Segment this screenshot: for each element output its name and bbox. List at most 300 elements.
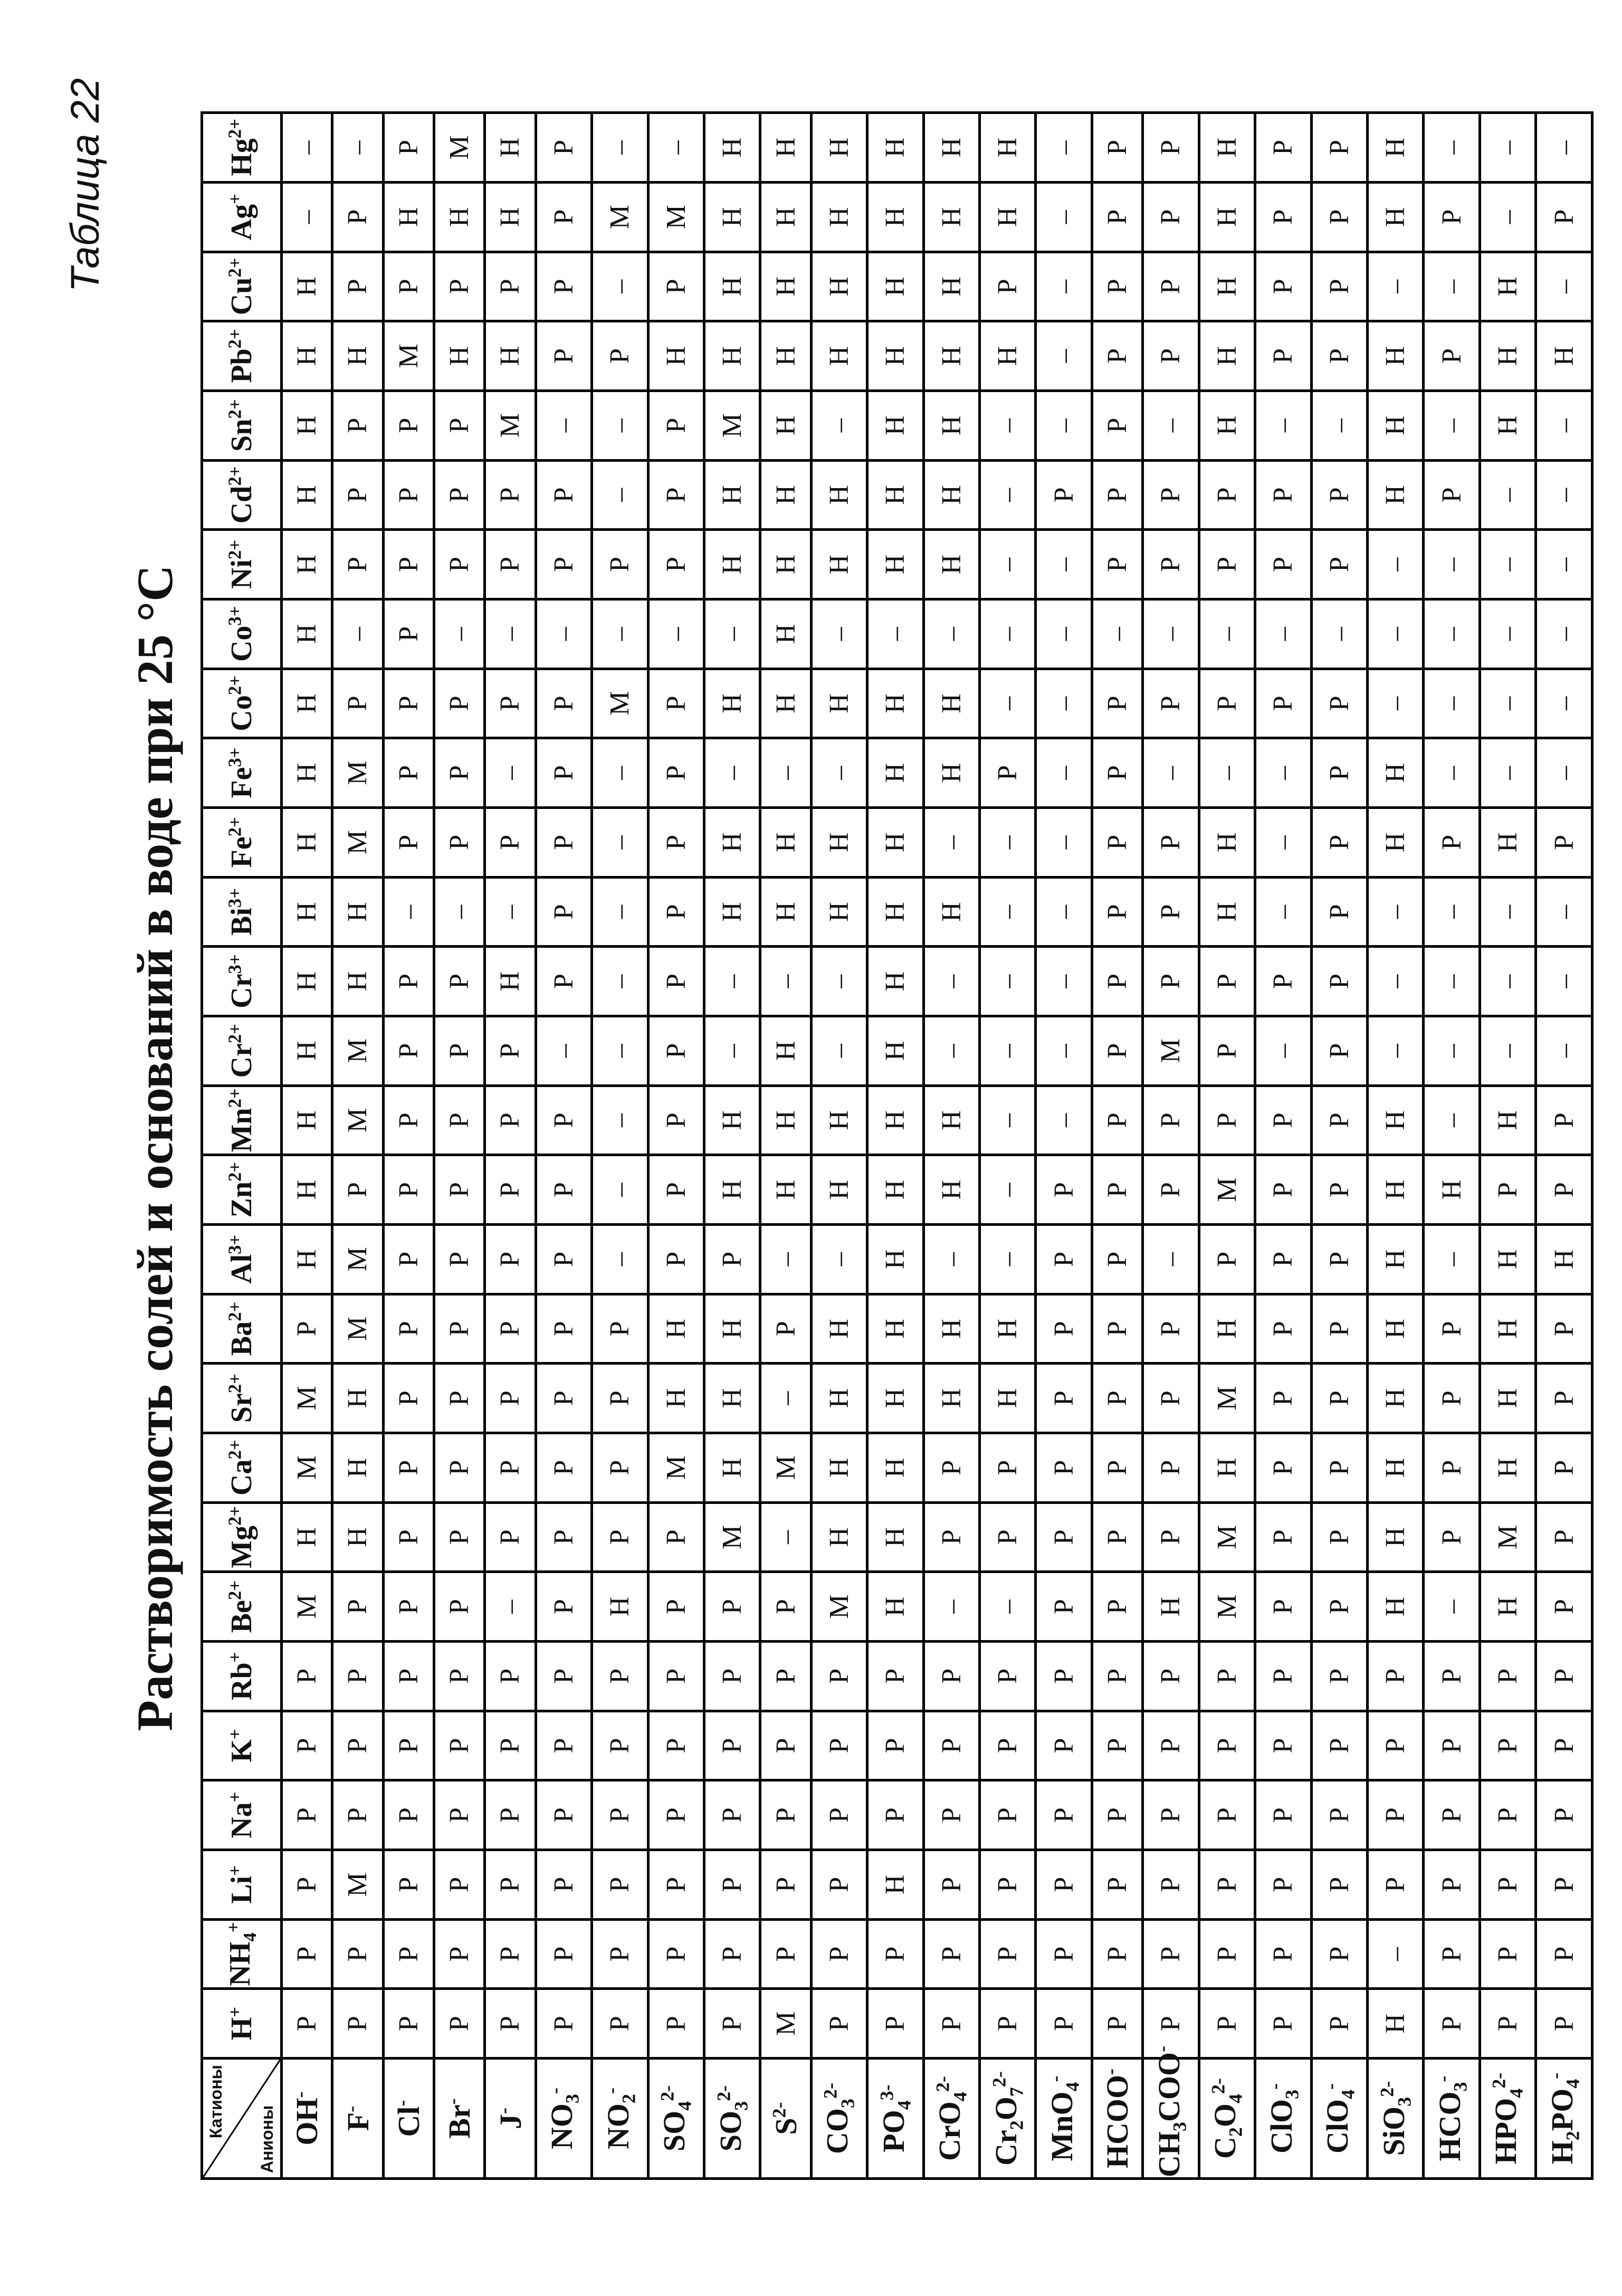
solubility-cell: Р [1480,1850,1535,1919]
solubility-cell: М [332,807,383,877]
solubility-cell: Р [1143,1294,1199,1364]
solubility-cell: Н [811,252,867,321]
anion-header: $CH_3COO^-$ [1143,2059,1199,2179]
solubility-cell: Р [704,1711,760,1780]
solubility-cell: Н [867,530,923,599]
solubility-cell: – [980,1572,1036,1642]
solubility-cell: Р [1092,182,1142,252]
solubility-cell: Р [1311,1780,1367,1850]
solubility-cell: Р [704,1641,760,1711]
solubility-cell: – [1036,738,1092,808]
solubility-cell: Р [1367,1711,1423,1780]
solubility-cell: Н [980,1364,1036,1433]
cations-label: Катионы [206,2065,225,2139]
solubility-cell: Н [760,530,811,599]
anion-header: OH- [282,2059,332,2179]
solubility-cell: Р [923,1780,979,1850]
solubility-cell: Н [485,182,536,252]
solubility-cell: Н [282,1502,332,1572]
solubility-cell: Р [1092,1919,1142,1989]
solubility-cell: Р [1092,738,1142,808]
solubility-cell: Н [867,390,923,460]
solubility-cell: Н [332,947,383,1016]
cation-header-row [202,113,282,2179]
solubility-cell: – [704,599,760,669]
solubility-cell: Р [811,1989,867,2059]
solubility-cell: – [1036,390,1092,460]
solubility-cell: Р [485,1502,536,1572]
solubility-cell: Р [1255,1433,1311,1502]
solubility-cell: – [1536,460,1592,530]
solubility-cell: М [282,1433,332,1502]
solubility-cell: Н [282,947,332,1016]
solubility-cell: – [1480,113,1535,183]
solubility-cell: – [282,182,332,252]
solubility-cell: Р [1424,1641,1480,1711]
solubility-cell: Н [811,113,867,183]
solubility-cell: Н [923,1155,979,1225]
solubility-cell: – [332,599,383,669]
solubility-cell: Р [383,1294,434,1364]
solubility-cell: – [980,1224,1036,1294]
solubility-cell: Р [1255,530,1311,599]
solubility-cell: Н [867,321,923,391]
solubility-cell: Р [980,1989,1036,2059]
solubility-cell: Р [1143,113,1199,183]
solubility-cell: Р [1092,1502,1142,1572]
solubility-cell: Р [648,1989,704,2059]
solubility-cell: – [1036,947,1092,1016]
solubility-cell: Н [704,877,760,947]
solubility-cell: – [592,807,648,877]
solubility-cell: – [592,1016,648,1085]
solubility-cell: Р [536,1294,591,1364]
solubility-cell: Р [1092,669,1142,738]
solubility-cell: Р [1143,252,1199,321]
solubility-cell: Р [383,1224,434,1294]
solubility-cell: Р [1036,460,1092,530]
table-row [282,113,332,2179]
solubility-cell: Р [434,1155,484,1225]
solubility-cell: Р [485,807,536,877]
solubility-cell: Н [383,182,434,252]
solubility-cell: М [592,182,648,252]
solubility-cell: Н [867,1433,923,1502]
solubility-cell: Р [592,1502,648,1572]
solubility-cell: Н [867,669,923,738]
solubility-cell: Р [1092,1572,1142,1642]
solubility-cell: – [1367,877,1423,947]
solubility-cell: Р [536,1572,591,1642]
solubility-cell: Р [1255,1711,1311,1780]
table-row [1255,113,1311,2179]
solubility-cell: Р [1311,1711,1367,1780]
table-row [434,113,484,2179]
solubility-cell: Р [1255,1364,1311,1433]
anion-header: ClO$_4$- [1311,2059,1367,2179]
solubility-cell: Р [1311,1433,1367,1502]
solubility-cell: Н [923,738,979,808]
solubility-cell: Р [1424,1919,1480,1989]
solubility-cell: – [592,1085,648,1155]
solubility-cell: Р [648,738,704,808]
solubility-cell: Н [867,877,923,947]
solubility-cell: Р [648,877,704,947]
solubility-cell: Н [704,182,760,252]
solubility-cell: Р [1311,1294,1367,1364]
solubility-cell: Н [1367,1085,1423,1155]
solubility-cell: Р [434,947,484,1016]
solubility-cell: Р [648,1224,704,1294]
solubility-cell: Р [332,182,383,252]
anion-header: HCOO- [1092,2059,1142,2179]
table-row [867,113,923,2179]
solubility-cell: Р [485,1850,536,1919]
table-row [704,113,760,2179]
solubility-cell: – [867,599,923,669]
table-row [536,113,591,2179]
solubility-cell: – [1536,669,1592,738]
solubility-cell: М [332,738,383,808]
solubility-cell: Н [282,738,332,808]
solubility-cell: Н [1536,321,1592,391]
solubility-cell: Р [1092,1711,1142,1780]
solubility-cell: – [1480,738,1535,808]
solubility-cell: Р [1480,1919,1535,1989]
solubility-cell: Н [1199,1433,1255,1502]
solubility-cell: Р [1036,1780,1092,1850]
solubility-cell: Р [434,1224,484,1294]
solubility-cell: Р [332,1641,383,1711]
solubility-cell: Р [536,252,591,321]
solubility-cell: – [980,1085,1036,1155]
solubility-cell: Р [1255,1294,1311,1364]
solubility-cell: Р [1199,1016,1255,1085]
solubility-cell: Р [1311,460,1367,530]
cation-header: H+ [202,1989,282,2059]
solubility-cell: – [536,599,591,669]
solubility-cell: Р [1536,1085,1592,1155]
solubility-cell: Н [923,182,979,252]
solubility-cell: Н [1367,1294,1423,1364]
solubility-cell: Н [648,1294,704,1364]
solubility-cell: Р [434,1016,484,1085]
cation-header: $Ni^{2+}$ [202,530,282,599]
solubility-cell: – [1367,669,1423,738]
solubility-cell: Р [1036,1919,1092,1989]
solubility-cell: Р [1036,1641,1092,1711]
solubility-cell: Р [536,1711,591,1780]
solubility-cell: – [485,877,536,947]
solubility-cell: Н [923,321,979,391]
solubility-cell: Н [704,530,760,599]
solubility-cell: Р [648,1850,704,1919]
solubility-cell: Р [592,1919,648,1989]
solubility-cell: Н [1367,1433,1423,1502]
solubility-cell: Н [811,321,867,391]
table-row [1424,113,1480,2179]
solubility-cell: – [648,113,704,183]
solubility-cell: Н [867,1502,923,1572]
solubility-cell: Н [1367,738,1423,808]
solubility-cell: – [704,738,760,808]
solubility-cell: Р [1311,669,1367,738]
solubility-cell: Р [1424,1780,1480,1850]
solubility-cell: М [1199,1502,1255,1572]
solubility-cell: М [282,1572,332,1642]
solubility-cell: Н [1367,1224,1423,1294]
solubility-cell: – [1424,738,1480,808]
solubility-cell: Н [1199,877,1255,947]
solubility-cell: Р [383,1780,434,1850]
solubility-cell: – [704,1016,760,1085]
solubility-cell: Р [383,1711,434,1780]
solubility-cell: Р [1092,1294,1142,1364]
solubility-cell: – [485,1572,536,1642]
solubility-cell: Р [282,1850,332,1919]
cation-header: $Al^{3+}$ [202,1224,282,1294]
solubility-cell: Н [485,321,536,391]
solubility-cell: Р [1255,1155,1311,1225]
anion-header: $PO_4^{3-}$ [867,2059,923,2179]
solubility-cell: Р [383,1085,434,1155]
solubility-cell: Р [1255,1502,1311,1572]
solubility-cell: Р [1092,807,1142,877]
solubility-cell: Р [1255,1850,1311,1919]
solubility-cell: Р [1143,1989,1199,2059]
solubility-cell: Р [1092,321,1142,391]
solubility-cell: Р [485,1016,536,1085]
solubility-cell: – [592,1155,648,1225]
solubility-cell: Н [923,390,979,460]
solubility-cell: Р [1036,1294,1092,1364]
solubility-cell: Р [1036,1433,1092,1502]
solubility-cell: Р [1092,1989,1142,2059]
solubility-cell: Н [760,599,811,669]
solubility-cell: Н [1480,1224,1535,1294]
solubility-cell: М [332,1294,383,1364]
solubility-cell: Р [434,669,484,738]
solubility-cell: Р [1255,252,1311,321]
solubility-cell: – [1424,1016,1480,1085]
solubility-cell: Р [1311,1016,1367,1085]
solubility-cell: – [1255,599,1311,669]
solubility-cell: Р [383,1572,434,1642]
solubility-cell: Н [282,1085,332,1155]
solubility-cell: Н [1367,460,1423,530]
solubility-cell: Р [923,1711,979,1780]
solubility-cell: Н [1367,182,1423,252]
solubility-cell: Р [1536,1155,1592,1225]
solubility-cell: Р [383,113,434,183]
solubility-cell: Р [1092,1224,1142,1294]
table-row [648,113,704,2179]
solubility-cell: – [332,113,383,183]
solubility-cell: Н [282,669,332,738]
anion-header: $C_2O_4^{2-}$ [1199,2059,1255,2179]
solubility-cell: – [1424,877,1480,947]
solubility-cell: Р [1311,321,1367,391]
solubility-cell: Р [1199,1989,1255,2059]
solubility-cell: Р [1424,1502,1480,1572]
solubility-cell: Н [980,113,1036,183]
solubility-cell: М [1199,1572,1255,1642]
solubility-cell: Р [536,1155,591,1225]
solubility-cell: Н [704,321,760,391]
table-row [383,113,434,2179]
solubility-cell: Р [1255,1572,1311,1642]
solubility-cell: Р [1143,1641,1199,1711]
solubility-cell: Р [434,1085,484,1155]
anion-header: J- [485,2059,536,2179]
solubility-cell: – [1036,321,1092,391]
solubility-cell: Р [760,1572,811,1642]
solubility-cell: Р [332,1780,383,1850]
solubility-cell: Р [332,390,383,460]
solubility-cell: Р [1199,669,1255,738]
solubility-cell: Р [1311,1572,1367,1642]
solubility-cell: – [383,877,434,947]
solubility-cell: Р [1199,1919,1255,1989]
solubility-cell: – [1311,599,1367,669]
solubility-cell: Р [980,1780,1036,1850]
solubility-cell: – [1255,390,1311,460]
solubility-cell: – [1367,252,1423,321]
solubility-cell: М [1199,1364,1255,1433]
solubility-cell: – [1255,738,1311,808]
solubility-cell: Н [332,1502,383,1572]
cation-header: $Co^{3+}$ [202,599,282,669]
solubility-cell: Р [536,1433,591,1502]
solubility-cell: Р [434,252,484,321]
solubility-cell: Р [434,1780,484,1850]
solubility-cell: Р [1367,1641,1423,1711]
solubility-cell: Н [760,321,811,391]
solubility-cell: Р [536,1085,591,1155]
solubility-cell: Р [1199,1711,1255,1780]
solubility-cell: Р [1311,113,1367,183]
solubility-cell: Н [760,877,811,947]
anion-header: Br- [434,2059,484,2179]
solubility-cell: Н [1199,113,1255,183]
solubility-cell: Н [1199,1294,1255,1364]
solubility-cell: Р [1143,1502,1199,1572]
solubility-cell: – [1036,113,1092,183]
solubility-cell: Н [485,113,536,183]
solubility-cell: Р [536,1989,591,2059]
solubility-cell: Р [648,1016,704,1085]
solubility-cell: Р [485,252,536,321]
solubility-cell: Р [332,1711,383,1780]
solubility-cell: Р [1255,113,1311,183]
solubility-cell: Р [434,1989,484,2059]
solubility-cell: Р [1255,182,1311,252]
solubility-cell: М [434,113,484,183]
solubility-cell: Н [923,1085,979,1155]
solubility-cell: Р [648,807,704,877]
solubility-cell: Р [1036,1989,1092,2059]
solubility-cell: Н [1199,321,1255,391]
solubility-cell: Н [1199,390,1255,460]
solubility-cell: Р [1424,807,1480,877]
anion-header: $H_2PO_4^-$ [1536,2059,1592,2179]
solubility-cell: Р [485,1711,536,1780]
solubility-cell: – [592,738,648,808]
solubility-cell: Н [282,530,332,599]
solubility-cell: Р [383,460,434,530]
solubility-cell: – [760,1502,811,1572]
solubility-cell: Н [1143,1572,1199,1642]
solubility-cell: Р [980,738,1036,808]
solubility-cell: Р [1199,1641,1255,1711]
anions-label: Анионы [257,2105,276,2173]
solubility-cell: – [1536,947,1592,1016]
solubility-cell: Н [980,321,1036,391]
solubility-cell: Р [1255,1224,1311,1294]
solubility-table [201,111,1594,2180]
solubility-cell: – [1424,252,1480,321]
solubility-cell: Р [592,1641,648,1711]
solubility-cell: – [980,947,1036,1016]
solubility-cell: Р [811,1711,867,1780]
solubility-cell: Р [536,1780,591,1850]
solubility-cell: – [1143,738,1199,808]
cation-header: $Mg^{2+}$ [202,1502,282,1572]
solubility-cell: – [1536,252,1592,321]
solubility-cell: Н [1480,1085,1535,1155]
solubility-cell: Р [434,1572,484,1642]
solubility-cell: Н [1367,113,1423,183]
solubility-cell: – [923,599,979,669]
solubility-cell: Р [332,1572,383,1642]
solubility-cell: – [760,1224,811,1294]
solubility-cell: Р [811,1780,867,1850]
solubility-cell: – [592,947,648,1016]
solubility-cell: Р [592,1433,648,1502]
solubility-cell: Н [811,877,867,947]
solubility-cell: Р [1536,1641,1592,1711]
cation-header: Na+ [202,1780,282,1850]
solubility-cell: Н [704,1085,760,1155]
solubility-cell: Н [760,669,811,738]
solubility-cell: – [1036,877,1092,947]
solubility-cell: Р [282,1294,332,1364]
solubility-cell: – [980,1155,1036,1225]
solubility-cell: – [1424,1224,1480,1294]
solubility-cell: – [1536,113,1592,183]
solubility-cell: Р [485,1085,536,1155]
solubility-cell: Р [1424,1989,1480,2059]
solubility-cell: – [980,669,1036,738]
solubility-cell: Н [1480,252,1535,321]
solubility-cell: Р [867,1780,923,1850]
solubility-cell: Р [760,1294,811,1364]
table-row [332,113,383,2179]
solubility-cell: Н [760,182,811,252]
solubility-cell: Р [1536,1989,1592,2059]
solubility-cell: – [980,390,1036,460]
cation-header: $Co^{2+}$ [202,669,282,738]
solubility-cell: Р [648,1572,704,1642]
solubility-cell: Р [282,1919,332,1989]
table-row [1143,113,1199,2179]
solubility-cell: – [485,599,536,669]
solubility-cell: – [923,1572,979,1642]
solubility-cell: Р [434,807,484,877]
cation-header: $Cd^{2+}$ [202,460,282,530]
solubility-cell: Н [923,1364,979,1433]
solubility-cell: Н [867,1085,923,1155]
